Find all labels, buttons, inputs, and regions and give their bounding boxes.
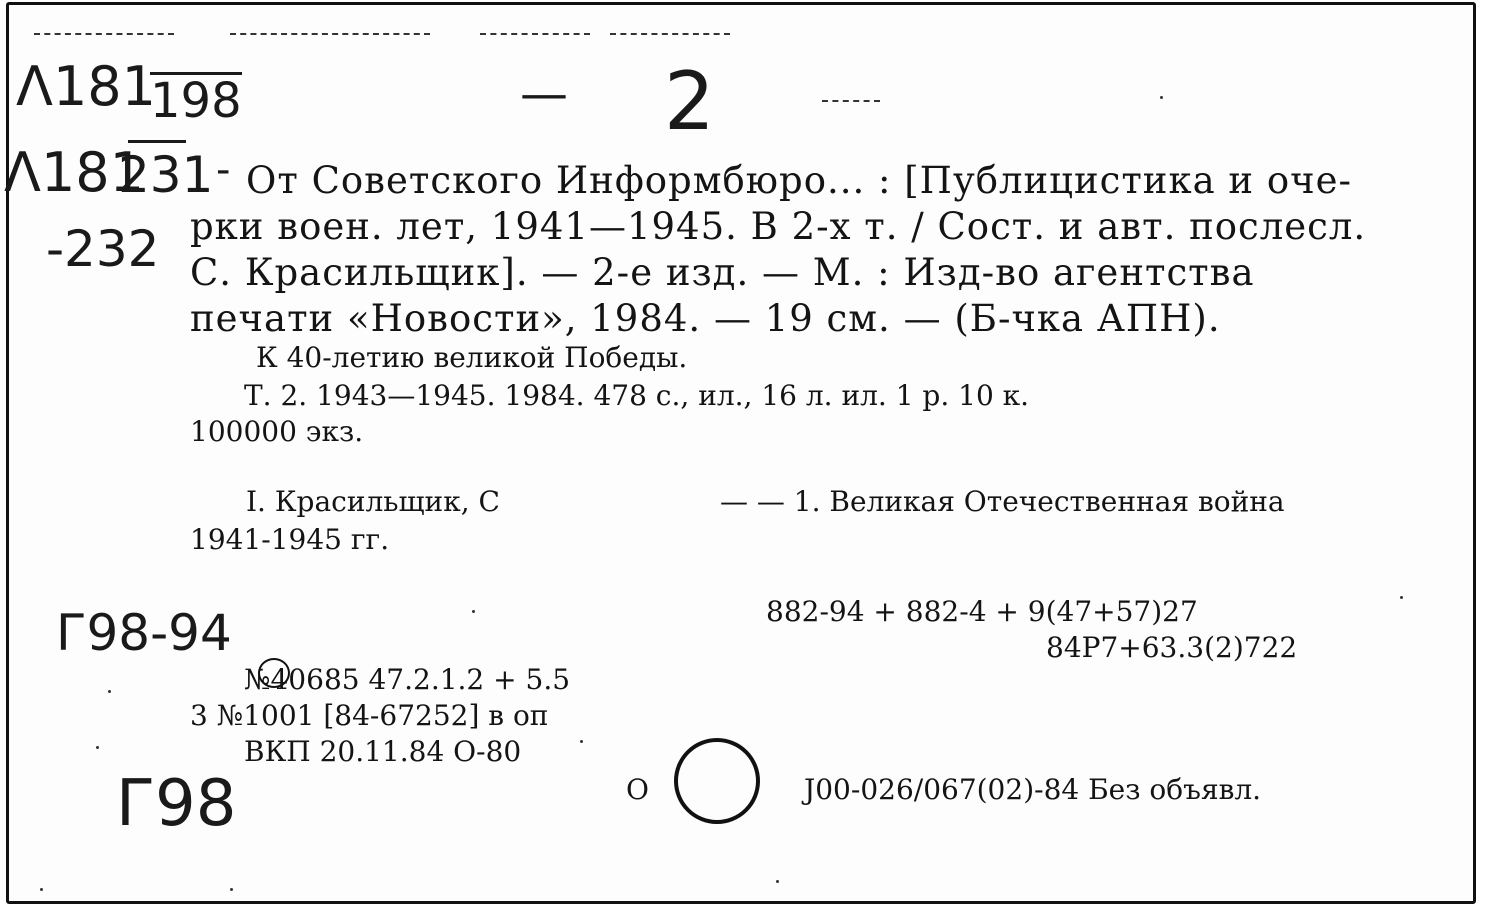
entry-line-3: С. Красильщик]. — 2-е изд. — М. : Изд-во агентства	[190, 251, 1255, 294]
speck	[230, 888, 233, 891]
mid-dash	[822, 100, 880, 102]
handwritten-call-3: -232	[46, 220, 160, 278]
speck	[108, 690, 111, 693]
speck	[776, 880, 779, 883]
added-entry: I. Красильщик, С	[246, 485, 500, 518]
entry-line-1: От Советского Информбюро... : [Публицистика и оче-	[246, 159, 1352, 202]
handwritten-call-1-left: Λ181	[16, 55, 157, 118]
entry-copies: 100000 экз.	[190, 415, 364, 448]
classification-line-2: 84Р7+63.3(2)722	[1046, 631, 1298, 664]
subject-heading-1: — — 1. Великая Отечественная война	[720, 485, 1285, 518]
top-dash-right	[480, 33, 590, 35]
footer-o-letter: О	[626, 773, 649, 806]
speck	[1160, 96, 1163, 99]
handwritten-call-2-left: Λ181	[4, 141, 145, 204]
speck	[1400, 596, 1403, 599]
top-dash-right2	[610, 33, 730, 35]
speck	[96, 746, 99, 749]
speck	[472, 610, 475, 613]
call-underline	[128, 140, 186, 143]
footer-code: Ј00-026/067(02)-84 Без объявл.	[804, 773, 1262, 806]
subject-heading-2: 1941-1945 гг.	[190, 523, 390, 556]
handwritten-gr-1: Г98-94	[56, 604, 232, 662]
handwritten-gr-2: Г98	[116, 767, 237, 841]
speck	[580, 740, 583, 743]
top-dash-left	[34, 33, 174, 35]
printed-circle	[674, 738, 760, 824]
handwritten-numeral: 2	[664, 55, 715, 148]
handwritten-call-2-suffix: -	[216, 147, 231, 193]
registration-line-3: ВКП 20.11.84 О-80	[244, 735, 522, 768]
registration-line-1: №40685 47.2.1.2 + 5.5	[244, 663, 571, 696]
entry-line-4: печати «Новости», 1984. — 19 см. — (Б-чка АПН).	[190, 297, 1221, 340]
entry-note: К 40-летию великой Победы.	[256, 341, 688, 374]
speck	[40, 888, 43, 891]
entry-line-2: рки воен. лет, 1941—1945. В 2-х т. / Сост. и авт. послесл.	[190, 205, 1367, 248]
handwritten-dash: —	[520, 66, 568, 122]
handwritten-call-1-right: 198	[150, 73, 242, 129]
entry-volume: Т. 2. 1943—1945. 1984. 478 с., ил., 16 л. ил. 1 р. 10 к.	[244, 379, 1030, 412]
handwritten-call-2-right: 231	[118, 146, 214, 204]
registration-line-2: 3 №1001 [84-67252] в оп	[190, 699, 549, 732]
top-dash-mid	[230, 33, 430, 35]
classification-line-1: 882-94 + 882-4 + 9(47+57)27	[766, 595, 1198, 628]
